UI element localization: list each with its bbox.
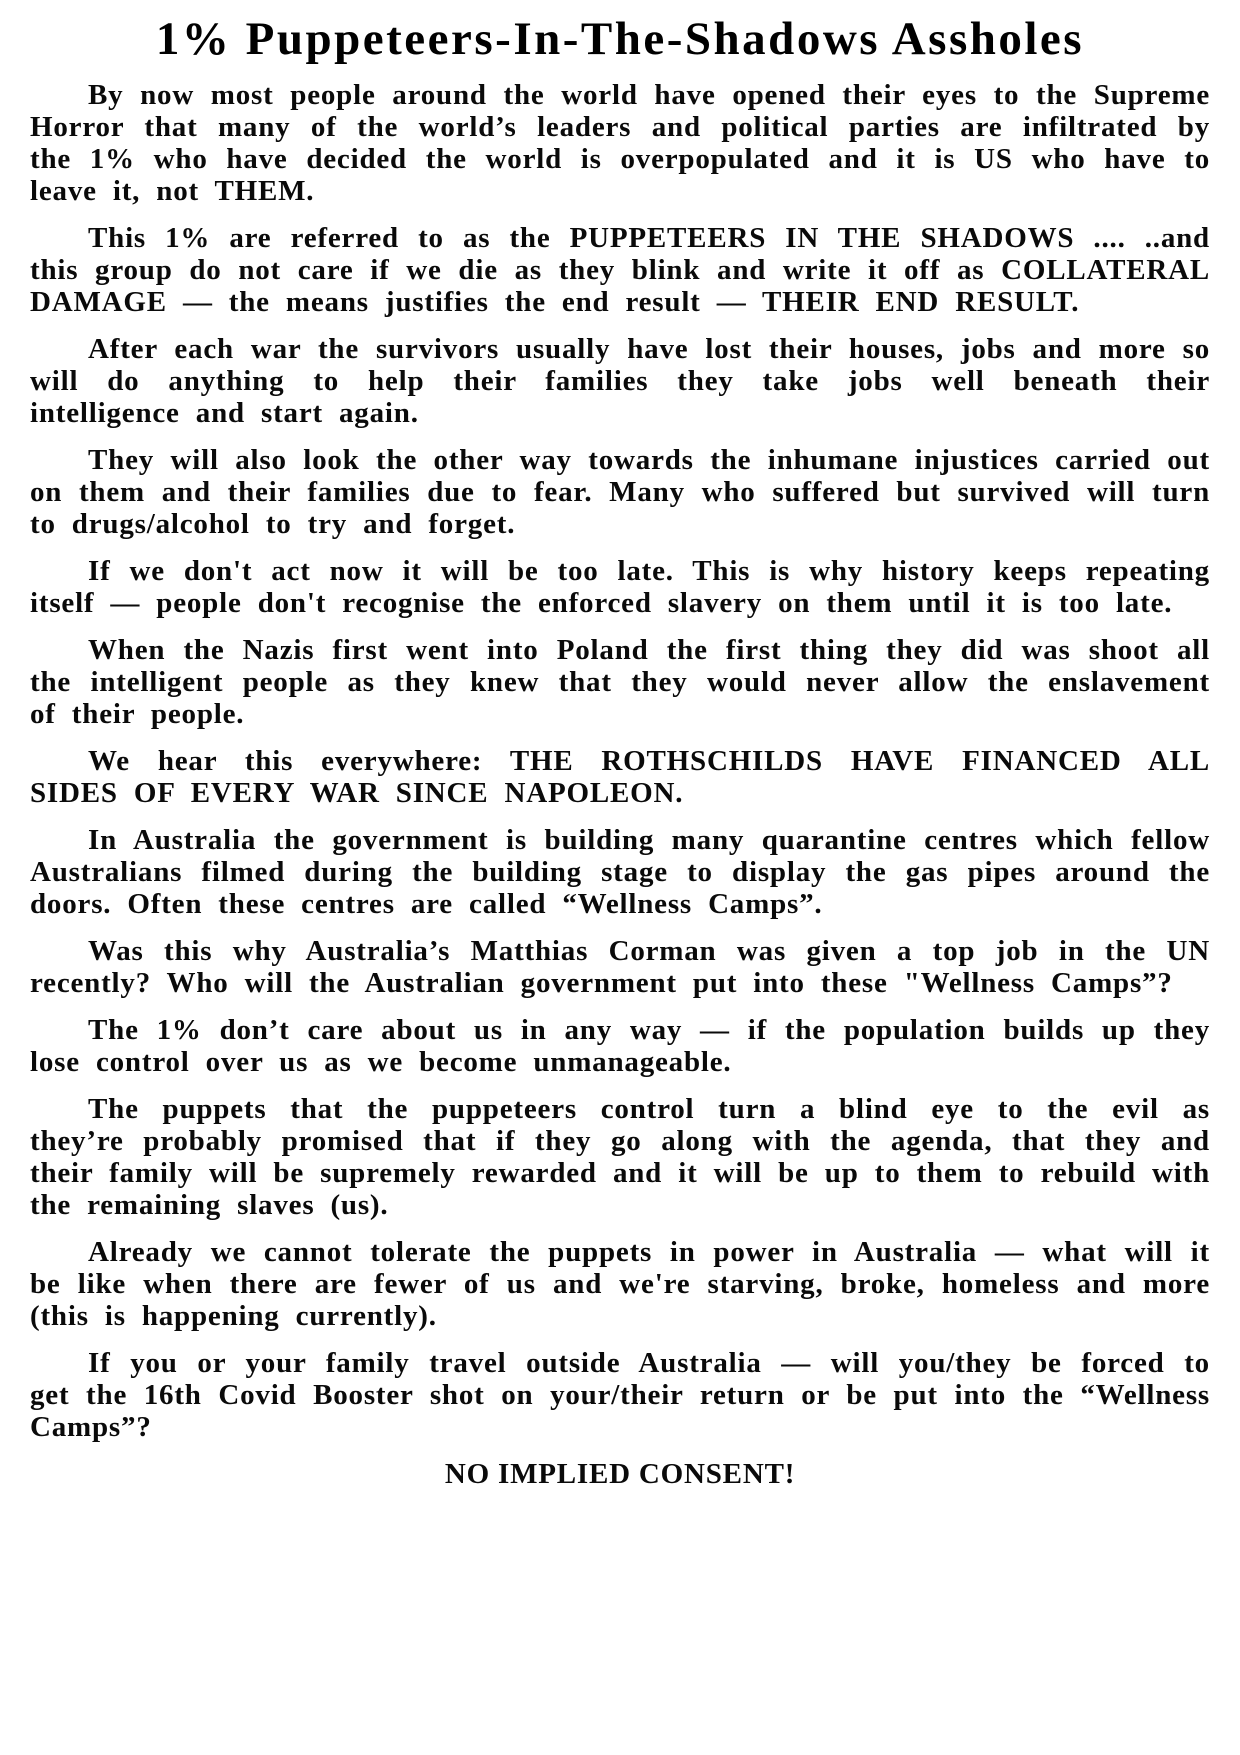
paragraph: If you or your family travel outside Australia — will you/they be forced to get the 16th Covid Booster shot on your/their return or be put into the “Wellness Camps”? — [30, 1346, 1210, 1443]
closing-line: NO IMPLIED CONSENT! — [444, 1457, 796, 1490]
paragraph: By now most people around the world have opened their eyes to the Supreme Horror that many of the world’s leaders and political parties are infiltrated by the 1% who have decided the world is overpopulated and it is US who have to leave it, not THEM. — [30, 78, 1210, 207]
paragraph: Already we cannot tolerate the puppets in power in Australia — what will it be like when there are fewer of us and we're starving, broke, homeless and more (this is happening currently). — [30, 1235, 1210, 1332]
paragraph: Was this why Australia’s Matthias Corman was given a top job in the UN recently? Who will the Australian government put into these "Wellness Camps”? — [30, 934, 1210, 999]
paragraph: The 1% don’t care about us in any way — if the population builds up they lose control over us as we become unmanageable. — [30, 1013, 1210, 1078]
paragraph: They will also look the other way towards the inhumane injustices carried out on them and their families due to fear. Many who suffered but survived will turn to drugs/alcohol to try and forget. — [30, 443, 1210, 540]
page-title: 1% Puppeteers-In-The-Shadows Assholes — [155, 13, 1085, 65]
paragraph: In Australia the government is building many quarantine centres which fellow Australians filmed during the building stage to display the gas pipes around the doors. Often these centres are called “Wellness Camps”. — [30, 823, 1210, 920]
document-body — [30, 79, 1210, 1443]
paragraph: If we don't act now it will be too late. This is why history keeps repeating itself — people don't recognise the enforced slavery on them until it is too late. — [30, 554, 1210, 619]
paragraph: This 1% are referred to as the PUPPETEERS IN THE SHADOWS .... ..and this group do not care if we die as they blink and write it off as COLLATERAL DAMAGE — the means justifies the end result — THEIR END RESULT. — [30, 221, 1210, 318]
paragraph: The puppets that the puppeteers control turn a blind eye to the evil as they’re probably promised that if they go along with the agenda, that they and their family will be supremely rewarded and it will be up to them to rebuild with the remaining slaves (us). — [30, 1092, 1210, 1221]
paragraph: We hear this everywhere: THE ROTHSCHILDS HAVE FINANCED ALL SIDES OF EVERY WAR SINCE NAPOLEON. — [30, 744, 1210, 809]
paragraph: When the Nazis first went into Poland the first thing they did was shoot all the intelligent people as they knew that they would never allow the enslavement of their people. — [30, 633, 1210, 730]
paragraph: After each war the survivors usually have lost their houses, jobs and more so will do anything to help their families they take jobs well beneath their intelligence and start again. — [30, 332, 1210, 429]
